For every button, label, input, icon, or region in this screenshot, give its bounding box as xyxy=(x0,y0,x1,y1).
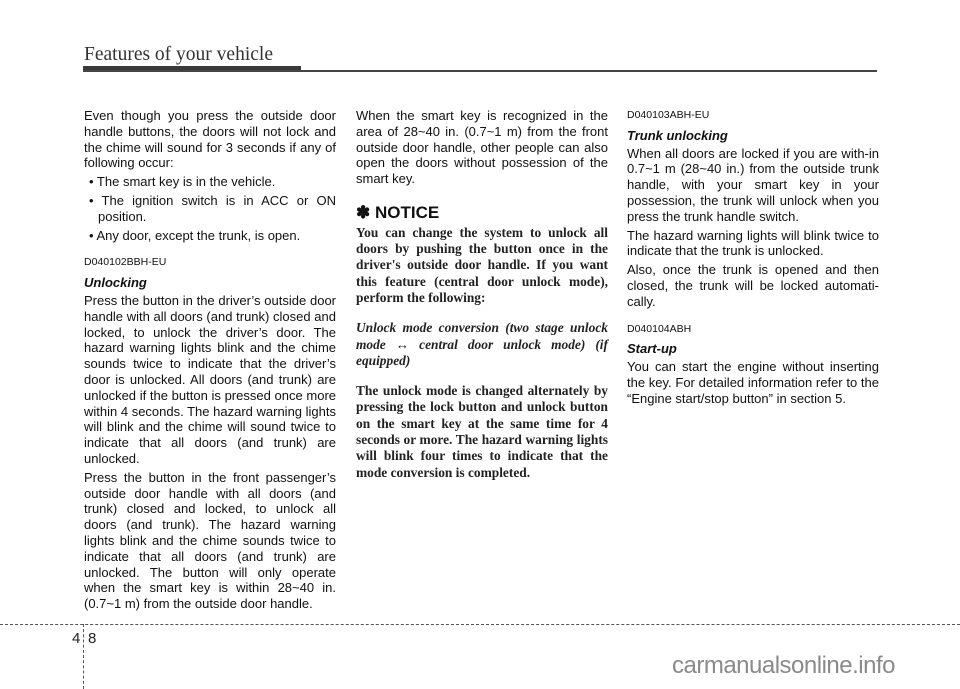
intro-paragraph: Even though you press the outside door handle buttons, the doors will not lock and the chime will sound for 3 seconds if any of following occur: xyxy=(84,108,336,171)
section-code: D040103ABH-EU xyxy=(627,109,710,121)
section-code: D040102BBH-EU xyxy=(84,256,167,269)
notice-text: You can change the system to unlock all doors by pushing the button once in the driver's outside door handle. If you want this feature (central door unlock mode), perform the following: xyxy=(356,224,608,305)
section-heading: Trunk unlocking xyxy=(627,127,728,143)
paragraph: When the smart key is recognized in the area of 28~40 in. (0.7~1 m) from the front outside door handle, other people can also open the doors without possession of the smart key. xyxy=(356,108,608,187)
page-header-title: Features of your vehicle xyxy=(84,44,273,65)
notice-subheading: Unlock mode conversion (two stage unlock mode ↔ central door unlock mode) (if equipped) xyxy=(356,320,608,368)
watermark: carmanualsonline.info xyxy=(672,652,895,679)
bullet-item: • The ignition switch is in ACC or ON position. xyxy=(89,192,336,224)
paragraph: Press the button in the front passenger’s outside door handle with all doors (and trunk) closed and locked, to unlock all doors (and trunk). The hazard warning lights blink and the chime sounds twice to indicate that all doors (and trunk) are unlocked. The button will only operate when the smart key is within 28~40 in. (0.7~1 m) from the outside door handle. xyxy=(84,469,336,612)
section-number: 4 xyxy=(72,630,81,647)
section-heading: Unlocking xyxy=(84,275,147,291)
section-code: D040104ABH xyxy=(627,322,692,335)
paragraph: Press the button in the driver’s outside door handle with all doors (and trunk) closed and locked, to unlock the driver’s door. The hazard warning lights blink and the chime sounds twice to indicate that the driver’s door is unlocked. All doors (and trunk) are unlocked if the button is pressed once more within 4 seconds. The hazard warning lights will blink and the chime will sound twice to indicate that all doors (and trunk) are unlocked. xyxy=(84,292,336,466)
notice-text: The unlock mode is changed alternately by pressing the lock button and unlock button on the smart key at the same time for 4 seconds or more. The hazard warning lights will blink four times to indicate that the mode conversion is completed. xyxy=(356,383,608,480)
column-left xyxy=(84,108,336,615)
section-heading: Start-up xyxy=(627,341,677,357)
header-rule xyxy=(83,70,877,72)
notice-heading: ✽ NOTICE xyxy=(356,202,440,222)
paragraph: When all doors are locked if you are with-in 0.7~1 m (28~40 in.) from the outside trunk handle, with your smart key in your possession, the trunk will unlock when you press the trunk handle switch. xyxy=(627,145,879,224)
bullet-item: • Any door, except the trunk, is open. xyxy=(89,227,301,243)
page-number: 8 xyxy=(88,630,97,647)
paragraph: Also, once the trunk is opened and then closed, the trunk will be locked automati-cally. xyxy=(627,262,879,309)
page-number-divider xyxy=(83,624,84,689)
column-right xyxy=(627,108,879,410)
footer-divider xyxy=(0,624,960,625)
bullet-item: • The smart key is in the vehicle. xyxy=(89,174,276,190)
paragraph: You can start the engine without inserting the key. For detailed information refer to the “Engine start/stop button” in section 5. xyxy=(627,359,879,406)
paragraph: The hazard warning lights will blink twice to indicate that the trunk is unlocked. xyxy=(627,227,879,259)
column-middle xyxy=(356,108,608,481)
